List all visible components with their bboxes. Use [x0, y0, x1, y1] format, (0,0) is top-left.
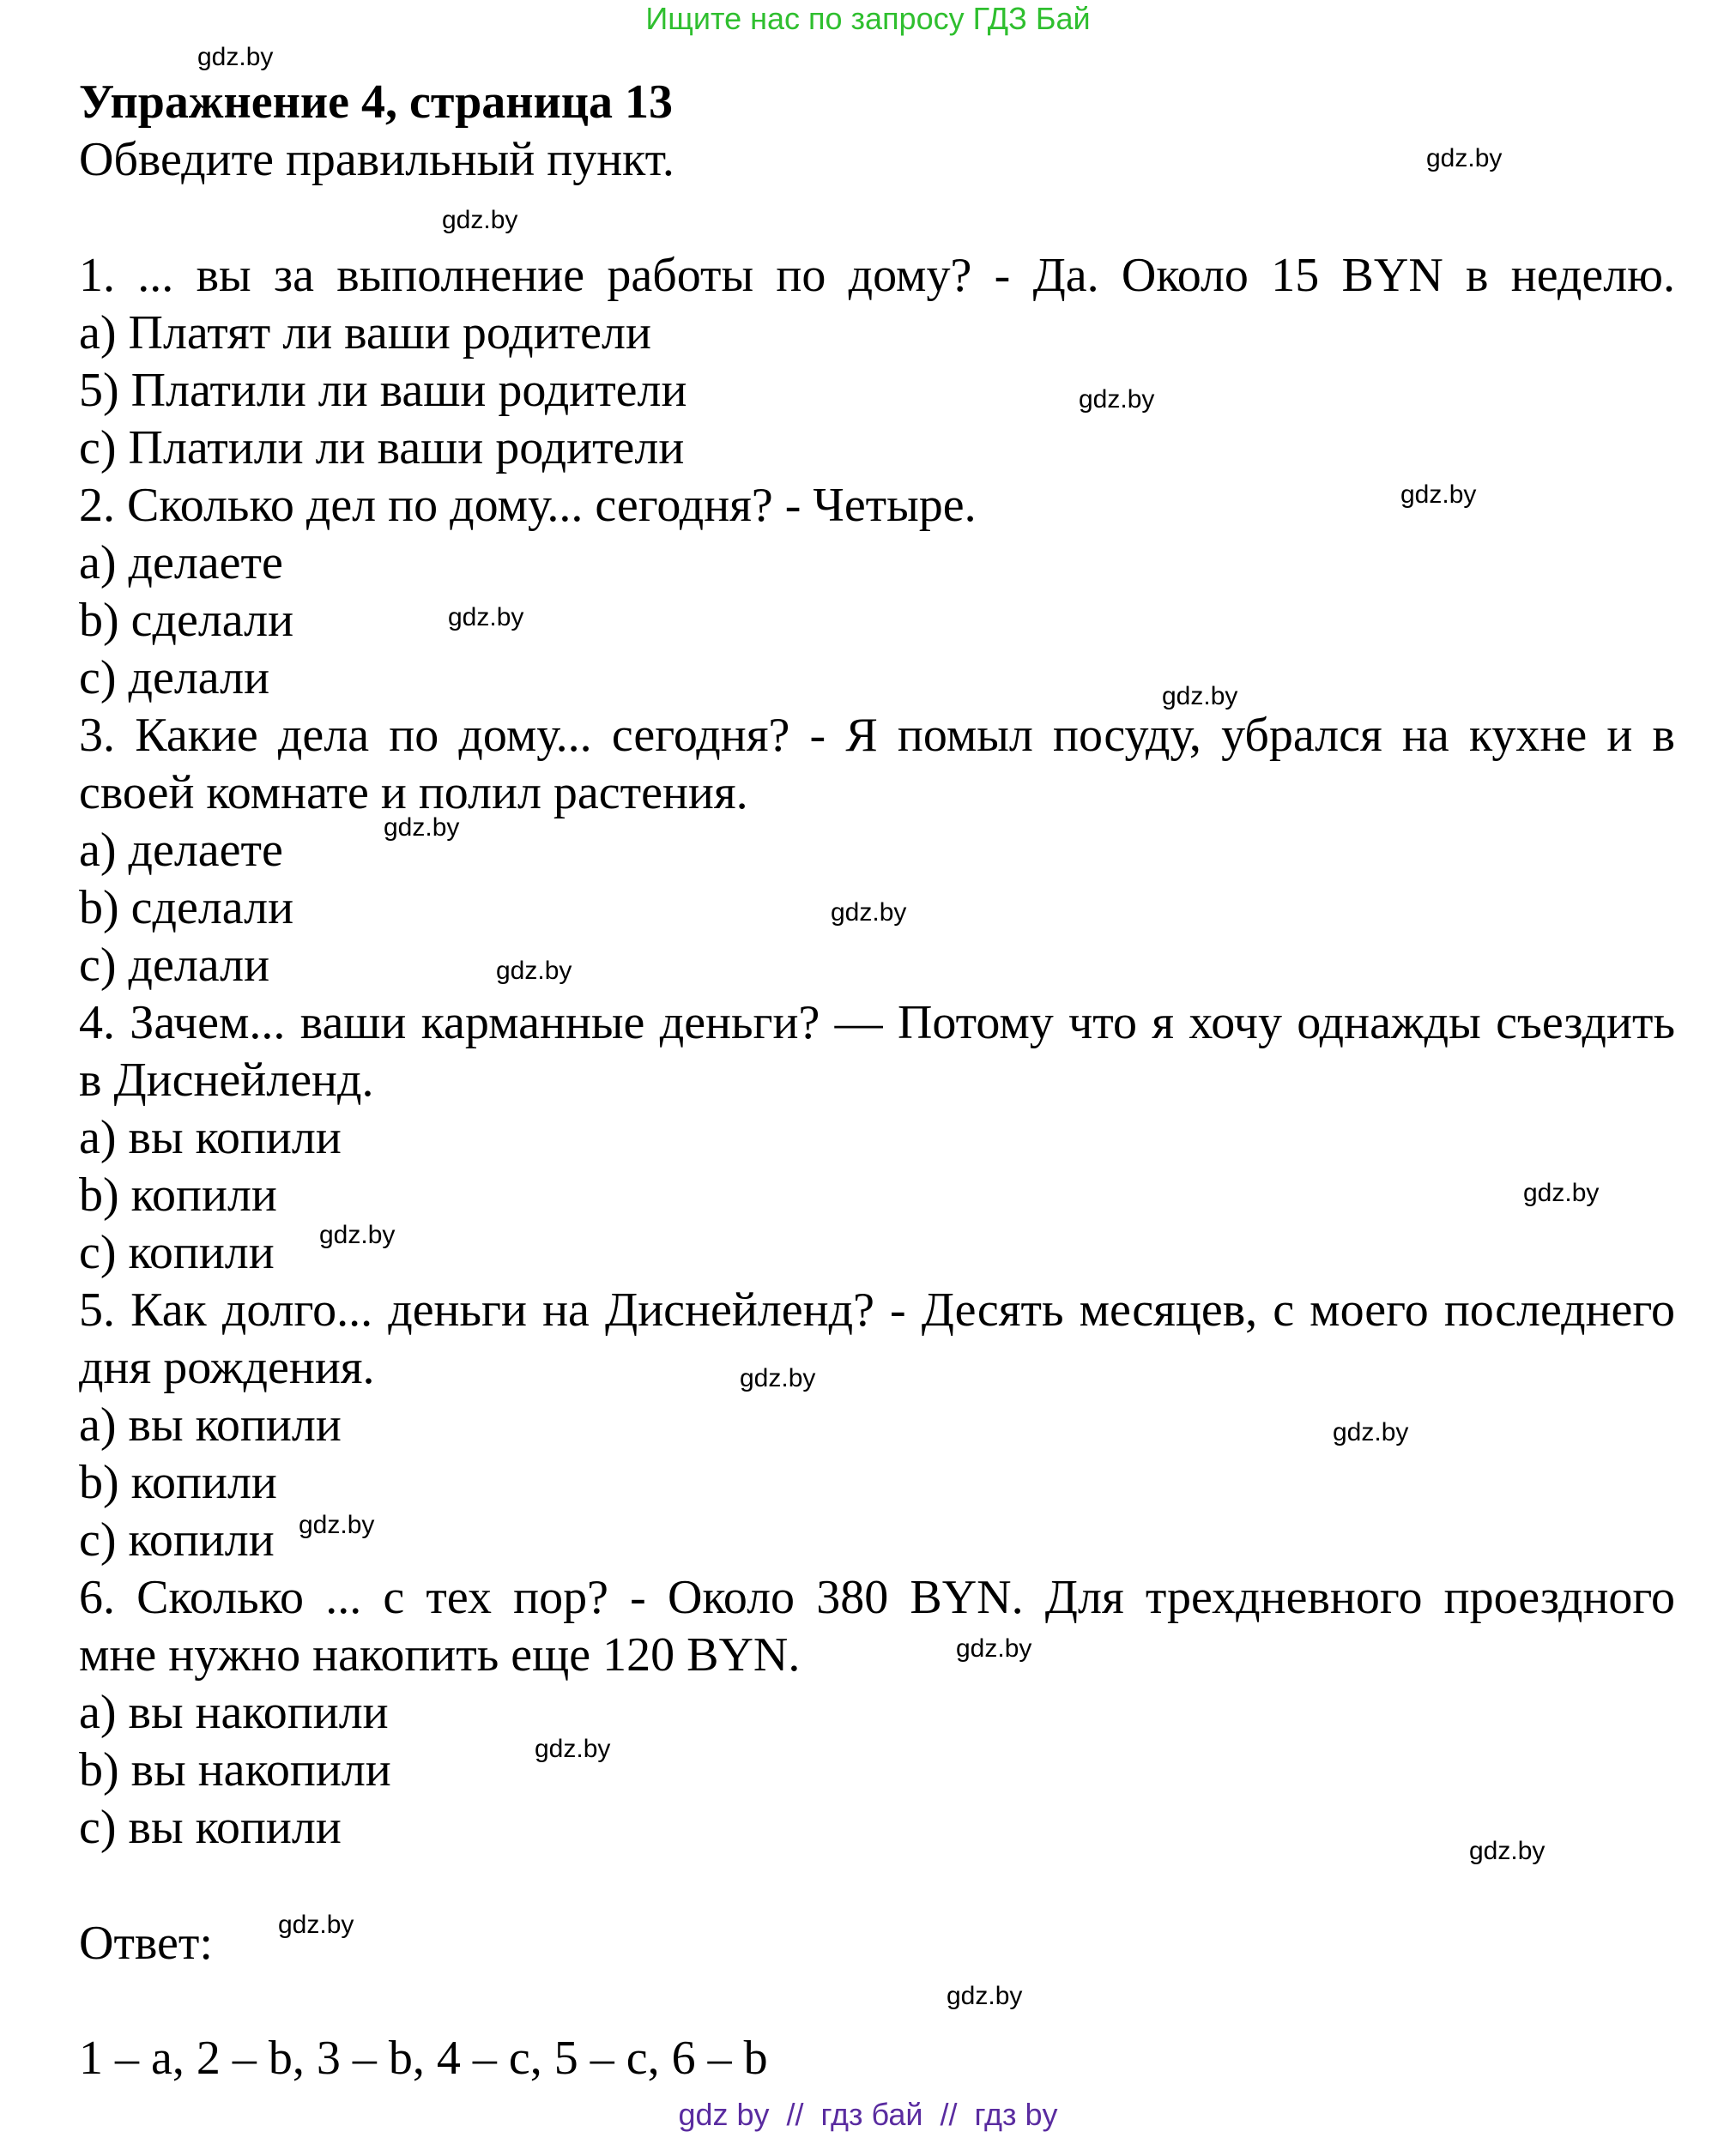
watermark: gdz.by: [496, 957, 572, 985]
watermark: gdz.by: [448, 603, 524, 631]
option-3c: c) делали: [79, 939, 270, 992]
question-4-cont: в Диснейленд.: [79, 1054, 374, 1107]
watermark: gdz.by: [1333, 1418, 1409, 1446]
watermark: gdz.by: [1079, 385, 1155, 414]
watermark: gdz.by: [535, 1735, 611, 1763]
question-6: 6. Сколько ... с тех пор? - Около 380 BYN. Для трехдневного проездного: [79, 1571, 1675, 1624]
option-6a: а) вы накопили: [79, 1686, 389, 1739]
option-6c: c) вы копили: [79, 1801, 342, 1854]
question-6-cont: мне нужно накопить еще 120 BYN.: [79, 1628, 801, 1682]
option-6b: b) вы накопили: [79, 1743, 391, 1797]
watermark: gdz.by: [442, 206, 518, 234]
option-1a: а) Платят ли ваши родители: [79, 306, 651, 359]
watermark: gdz.by: [1400, 480, 1477, 509]
footer-links: gdz by // гдз бай // гдз by: [678, 2097, 1058, 2132]
option-5c: c) копили: [79, 1513, 275, 1567]
top-banner: Ищите нас по запросу ГДЗ Бай: [645, 1, 1091, 36]
answer-label: Ответ:: [79, 1917, 213, 1970]
answer-text: 1 – a, 2 – b, 3 – b, 4 – c, 5 – c, 6 – b: [79, 2032, 768, 2085]
watermark: gdz.by: [831, 898, 907, 927]
option-5b: b) копили: [79, 1456, 277, 1509]
watermark: gdz.by: [1523, 1179, 1600, 1207]
watermark: gdz.by: [956, 1634, 1032, 1663]
option-5a: а) вы копили: [79, 1398, 342, 1452]
question-3: 3. Какие дела по дому... сегодня? - Я помыл посуду, убрался на кухне и в: [79, 709, 1675, 762]
option-2a: а) делаете: [79, 536, 283, 589]
question-4: 4. Зачем... ваши карманные деньги? — Потому что я хочу однажды съездить: [79, 996, 1675, 1049]
option-4b: b) копили: [79, 1169, 277, 1222]
watermark: gdz.by: [197, 43, 274, 71]
watermark: gdz.by: [947, 1982, 1023, 2010]
watermark: gdz.by: [299, 1511, 375, 1539]
watermark: gdz.by: [740, 1364, 816, 1392]
option-2c: c) делали: [79, 651, 270, 704]
instruction: Обведите правильный пункт.: [79, 133, 674, 186]
question-5-cont: дня рождения.: [79, 1341, 375, 1394]
question-3-cont: своей комнате и полил растения.: [79, 766, 748, 819]
watermark: gdz.by: [384, 813, 460, 842]
option-1c: c) Платили ли ваши родители: [79, 421, 685, 474]
option-2b: b) сделали: [79, 594, 294, 647]
watermark: gdz.by: [1162, 682, 1238, 710]
option-4c: c) копили: [79, 1226, 275, 1279]
option-3b: b) сделали: [79, 881, 294, 934]
question-2: 2. Сколько дел по дому... сегодня? - Четыре.: [79, 479, 977, 532]
watermark: gdz.by: [278, 1911, 354, 1939]
watermark: gdz.by: [1469, 1837, 1545, 1865]
question-1: 1. ... вы за выполнение работы по дому? - Да. Около 15 BYN в неделю.: [79, 249, 1675, 302]
watermark: gdz.by: [319, 1221, 396, 1249]
question-5: 5. Как долго... деньги на Диснейленд? - Десять месяцев, с моего последнего: [79, 1283, 1675, 1337]
option-1b: 5) Платили ли ваши родители: [79, 364, 687, 417]
option-3a: а) делаете: [79, 824, 283, 877]
option-4a: а) вы копили: [79, 1111, 342, 1164]
exercise-title: Упражнение 4, страница 13: [79, 75, 674, 129]
watermark: gdz.by: [1426, 144, 1503, 172]
